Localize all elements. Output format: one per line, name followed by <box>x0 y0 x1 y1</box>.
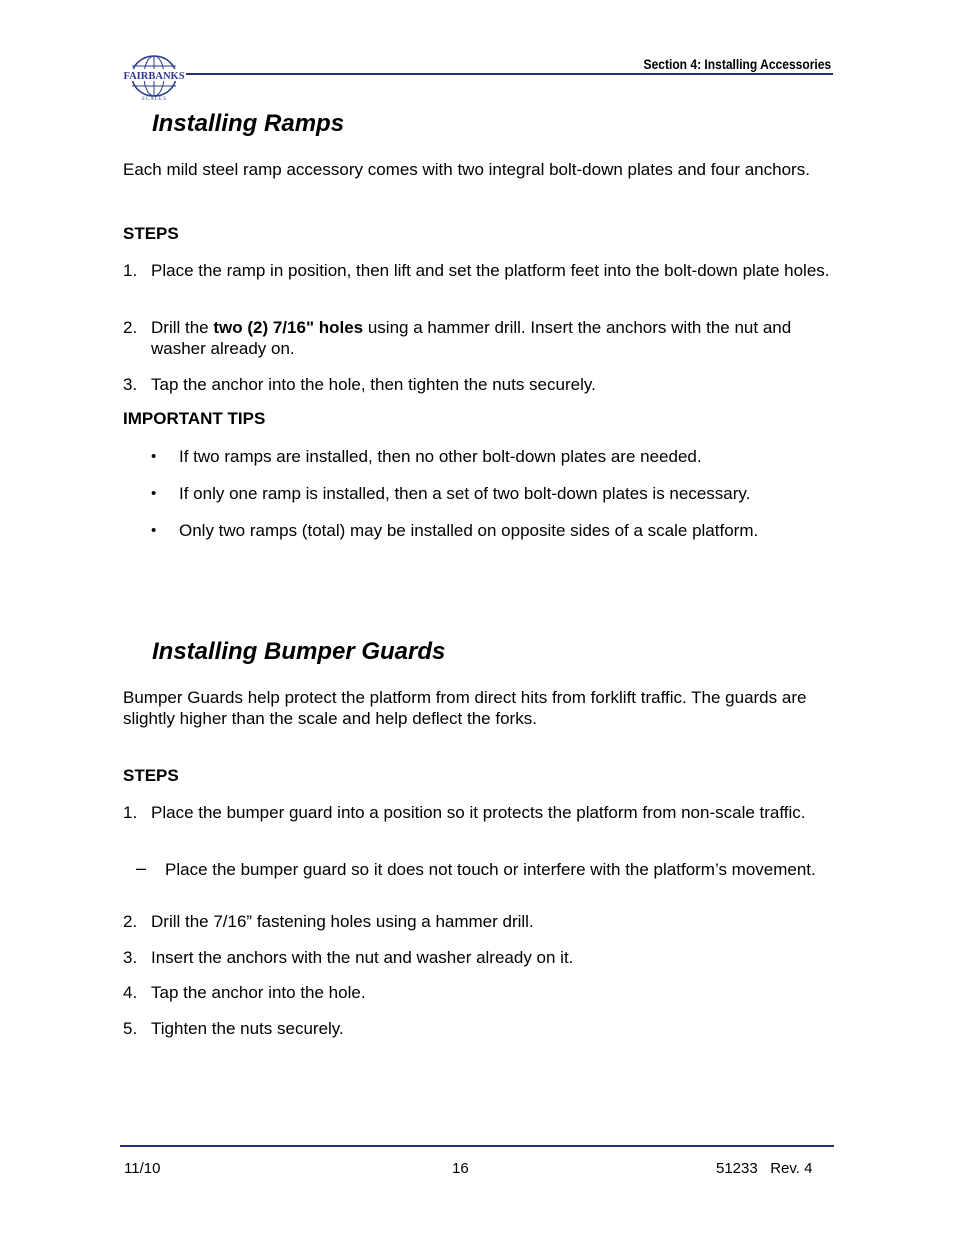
footer-doc-number: 51233 Rev. 4 <box>716 1160 813 1177</box>
bumpers-step-5-number: 5. <box>123 1019 138 1038</box>
dash-icon: – <box>136 858 147 878</box>
bumpers-step-1-text: Place the bumper guard into a position so it protects the platform from non-scale traffic. <box>151 803 806 822</box>
logo-text: FAIRBANKS <box>123 71 185 82</box>
important-tips-label: IMPORTANT TIPS <box>123 409 266 428</box>
footer-page-number: 16 <box>452 1160 469 1177</box>
ramps-intro: Each mild steel ramp accessory comes with two integral bolt-down plates and four anchors. <box>123 160 810 179</box>
ramps-step-2-number: 2. <box>123 318 138 337</box>
bumpers-steps-label: STEPS <box>123 766 179 785</box>
bumpers-sub-note: Place the bumper guard so it does not touch or interfere with the platform’s movement. <box>165 860 816 879</box>
header-rule <box>186 73 833 75</box>
bumpers-step-4-number: 4. <box>123 983 138 1002</box>
bumpers-step-4-text: Tap the anchor into the hole. <box>151 983 366 1002</box>
bumpers-step-3-text: Insert the anchors with the nut and washer already on it. <box>151 948 574 967</box>
tip-1: If two ramps are installed, then no other bolt-down plates are needed. <box>179 447 702 466</box>
ramps-steps-label: STEPS <box>123 224 179 243</box>
bumpers-step-3-number: 3. <box>123 948 138 967</box>
footer-rule <box>120 1145 834 1147</box>
ramps-step-2-bold: two (2) 7/16" holes <box>213 318 364 337</box>
ramps-step-1-number: 1. <box>123 261 138 280</box>
fairbanks-logo <box>122 52 186 102</box>
bumpers-step-2-text: Drill the 7/16” fastening holes using a hammer drill. <box>151 912 534 931</box>
ramps-step-1-text: Place the ramp in position, then lift and set the platform feet into the bolt-down plate holes. <box>151 261 830 280</box>
footer-date: 11/10 <box>124 1160 161 1177</box>
bumpers-intro: Bumper Guards help protect the platform from direct hits from forklift traffic. The guards are slightly higher than the scale and help deflect the forks. <box>123 688 807 728</box>
bullet-icon: • <box>151 448 157 465</box>
bumpers-step-5-text: Tighten the nuts securely. <box>151 1019 344 1038</box>
ramps-step-2-text: Drill the two (2) 7/16" holes using a hammer drill. Insert the anchors with the nut and washer already on. <box>151 318 792 358</box>
bumpers-step-2-number: 2. <box>123 912 138 931</box>
bumpers-step-1-number: 1. <box>123 803 138 822</box>
logo-subtext: S C A L E S <box>141 97 167 102</box>
tip-2: If only one ramp is installed, then a set of two bolt-down plates is necessary. <box>179 484 751 503</box>
bullet-icon: • <box>151 485 157 502</box>
heading-installing-bumper-guards: Installing Bumper Guards <box>152 638 446 665</box>
heading-installing-ramps: Installing Ramps <box>152 110 345 137</box>
bullet-icon: • <box>151 522 157 539</box>
tip-3: Only two ramps (total) may be installed on opposite sides of a scale platform. <box>179 521 759 540</box>
section-title: Section 4: Installing Accessories <box>643 56 831 72</box>
ramps-step-3-text: Tap the anchor into the hole, then tighten the nuts securely. <box>151 375 596 394</box>
ramps-step-3-number: 3. <box>123 375 138 394</box>
